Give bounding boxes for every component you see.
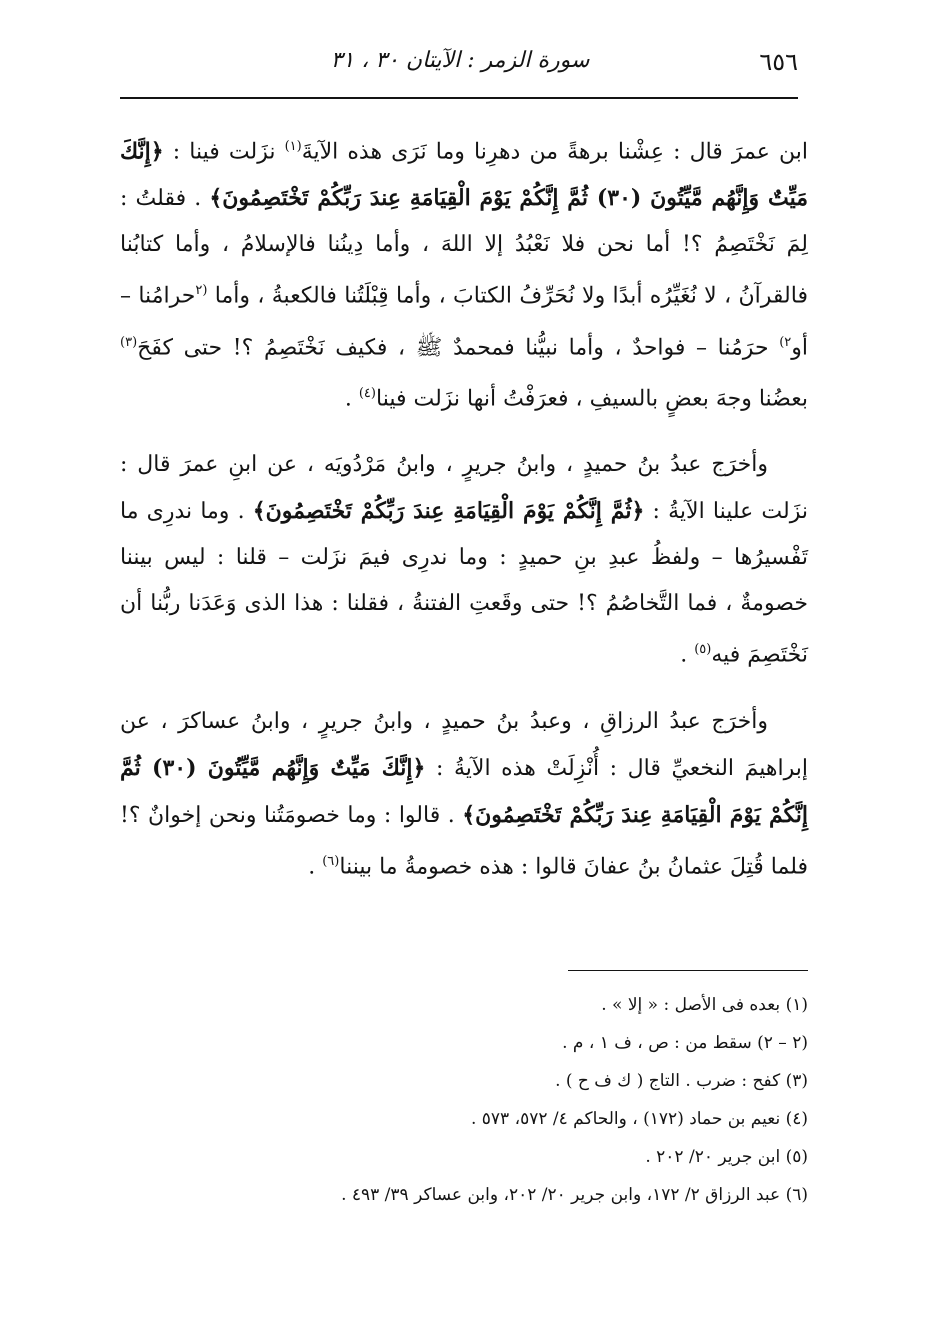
text-run: وأخرَج عبدُ الرزاقِ ، وعبدُ بنُ حميدٍ ، وابنُ جريرٍ ، وابنُ عساكرَ ، عن إبراهيمَ النخعيِّ قال : أُنْزِلَتْ هذه الآيةُ : <box>120 708 808 781</box>
footnote-5: (٥) ابن جرير ٢٠/ ٢٠٢ . <box>645 1147 808 1167</box>
running-title: سورة الزمر : الآيتان ٣٠ ، ٣١ <box>330 48 590 73</box>
page-number: ٦٥٦ <box>759 48 798 76</box>
quran-verse: ﴿إِنَّكَ مَيِّتٌ وَإِنَّهُم مَّيِّتُونَ (٣٠) ثُمَّ إِنَّكُمْ يَوْمَ الْقِيَامَةِ عِندَ رَبِّكُمْ تَخْتَصِمُونَ﴾ <box>120 138 809 212</box>
footnote-ref-3: (٣) <box>120 334 138 350</box>
footnote-6: (٦) عبد الرزاق ٢/ ١٧٢، وابن جرير ٢٠/ ٢٠٢، وابن عساكر ٣٩/ ٤٩٣ . <box>341 1185 808 1205</box>
footnote-ref-5: (٥) <box>694 642 712 658</box>
paragraph-3 <box>120 699 808 890</box>
text-run: . فقلتُ : لِمَ نَخْتَصِمُ ؟! أما نحن فلا نَعْبُدُ إلا اللهَ ، وأما دِينُنا فالإسلامُ ، وأما كتابُنا فالقرآنُ ، لا نُغَيِّرُه أبدًا ولا نُحَرِّفُ الكتابَ ، وأما قِبْلَتُنا فالكعبةُ ، وأما <box>120 186 808 309</box>
text-run: . <box>680 642 695 668</box>
quran-verse: ﴿ثُمَّ إِنَّكُمْ يَوْمَ الْقِيَامَةِ عِندَ رَبِّكُمْ تَخْتَصِمُونَ﴾ <box>252 498 645 525</box>
footnote-rule <box>568 970 808 971</box>
text-run: ابن عمرَ قال : عِشْنا برهةً من دهرِنا وما نَرَى هذه الآيةَ <box>301 139 808 165</box>
page-header <box>122 40 798 90</box>
footnote-ref-2-open: (٢ <box>195 283 208 299</box>
footnotes <box>120 986 808 1214</box>
text-run: . قالوا : وما خصومَتُنا ونحن إخوانٌ ؟! فلما قُتِلَ عثمانُ بنُ عفانَ قالوا : هذه خصومةُ ما بيننا <box>120 802 808 879</box>
footnote-ref-1: (١) <box>284 139 302 154</box>
paragraph-2 <box>120 442 808 678</box>
text-run: نزَلت فينا : <box>163 139 276 165</box>
text-run: . <box>344 386 359 412</box>
footnote-ref-6: (٦) <box>322 853 340 869</box>
text-run: حرَمُنا – فواحدٌ ، وأما نبيُّنا فمحمدٌ ﷺ ، فكيف نَخْتَصِمُ ؟! حتى كفَحَ <box>137 334 780 360</box>
text-run: وأخرَج عبدُ بنُ حميدٍ ، وابنُ جريرٍ ، وابنُ مَرْدُويَه ، عن ابنِ عمرَ قال : نزَلت علينا الآيةُ : <box>120 452 808 525</box>
footnote-1: (١) بعده فى الأصل : « إلا » . <box>601 995 808 1015</box>
text-run: . وما ندرِى ما تَفْسيرُها – ولفظُ عبدِ بنِ حميدٍ : وما ندرِى فيمَ نزَلت – قلنا : ليس بيننا خصومةٌ ، فما التَّخاصُمُ ؟! حتى وقَعتِ الفتنةُ ، فقلنا : هذا الذى وَعَدَنا ربُّنا أن نَخْتَصِمَ فيه <box>120 499 808 668</box>
footnote-ref-2-close: ٢) <box>779 334 792 350</box>
footnote-4: (٤) نعيم بن حماد (١٧٢) ، والحاكم ٤/ ٥٧٢، ٥٧٣ . <box>470 1109 808 1129</box>
paragraph-1 <box>120 124 808 422</box>
text-run: بعضُنا وجهَ بعضٍ بالسيفِ ، فعرَفْتُ أنها نزَلت فينا <box>375 386 808 412</box>
text-run: . <box>308 853 323 879</box>
header-rule <box>120 97 798 99</box>
footnote-2: (٢ – ٢) سقط من : ص ، ف ١ ، م . <box>562 1033 808 1053</box>
quran-verse: ﴿إِنَّكَ مَيِّتٌ وَإِنَّهُم مَّيِّتُونَ (٣٠) ثُمَّ إِنَّكُمْ يَوْمَ الْقِيَامَةِ عِندَ رَبِّكُمْ تَخْتَصِمُونَ﴾ <box>120 754 808 828</box>
main-text <box>120 124 808 910</box>
text-run: حرامُنا – أو <box>120 283 808 360</box>
footnote-3: (٣) كفح : ضرب . التاج ( ك ف ح ) . <box>555 1071 808 1091</box>
footnote-ref-4: (٤) <box>358 385 376 401</box>
